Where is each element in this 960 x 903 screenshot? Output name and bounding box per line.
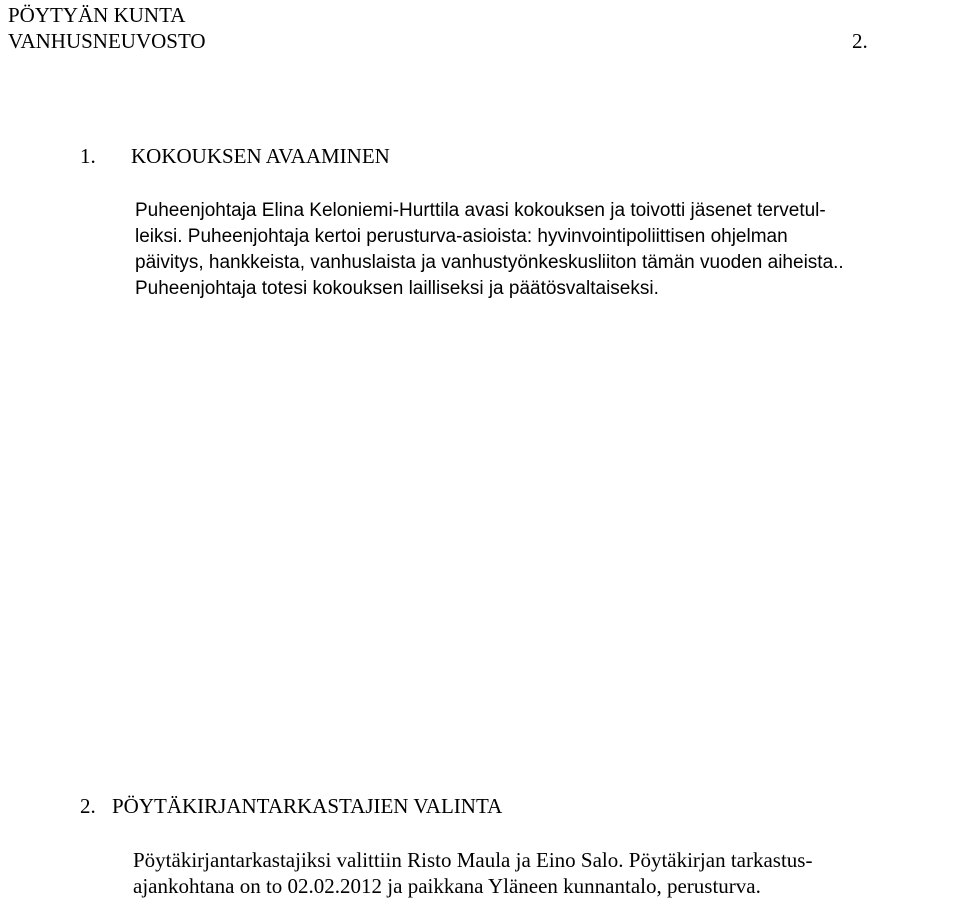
paragraph-line: leiksi. Puheenjohtaja kertoi perusturva-asioista: hyvinvointipoliittisen ohjelman [135,226,788,247]
paragraph-line: Puheenjohtaja Elina Keloniemi-Hurttila avasi kokouksen ja toivotti jäsenet tervetul- [135,200,826,221]
paragraph-line: ajankohtana on to 02.02.2012 ja paikkana Yläneen kunnantalo, perusturva. [133,874,761,898]
section-2-number: 2. [80,794,96,818]
paragraph-line: Pöytäkirjantarkastajiksi valittiin Risto Maula ja Eino Salo. Pöytäkirjan tarkastus- [133,848,813,872]
section-2-body [133,847,812,899]
section-1-title: KOKOUKSEN AVAAMINEN [131,144,390,168]
header-council: VANHUSNEUVOSTO [8,29,206,53]
paragraph-line: Puheenjohtaja totesi kokouksen lailliseksi ja päätösvaltaiseksi. [135,278,659,299]
header-municipality: PÖYTYÄN KUNTA [8,3,186,27]
page-number: 2. [852,29,868,53]
section-2-title: PÖYTÄKIRJANTARKASTAJIEN VALINTA [112,794,503,818]
section-1-body [135,198,844,302]
paragraph-line: päivitys, hankkeista, vanhuslaista ja vanhustyönkeskusliiton tämän vuoden aiheista.. [135,252,844,273]
section-1-number: 1. [80,144,96,168]
